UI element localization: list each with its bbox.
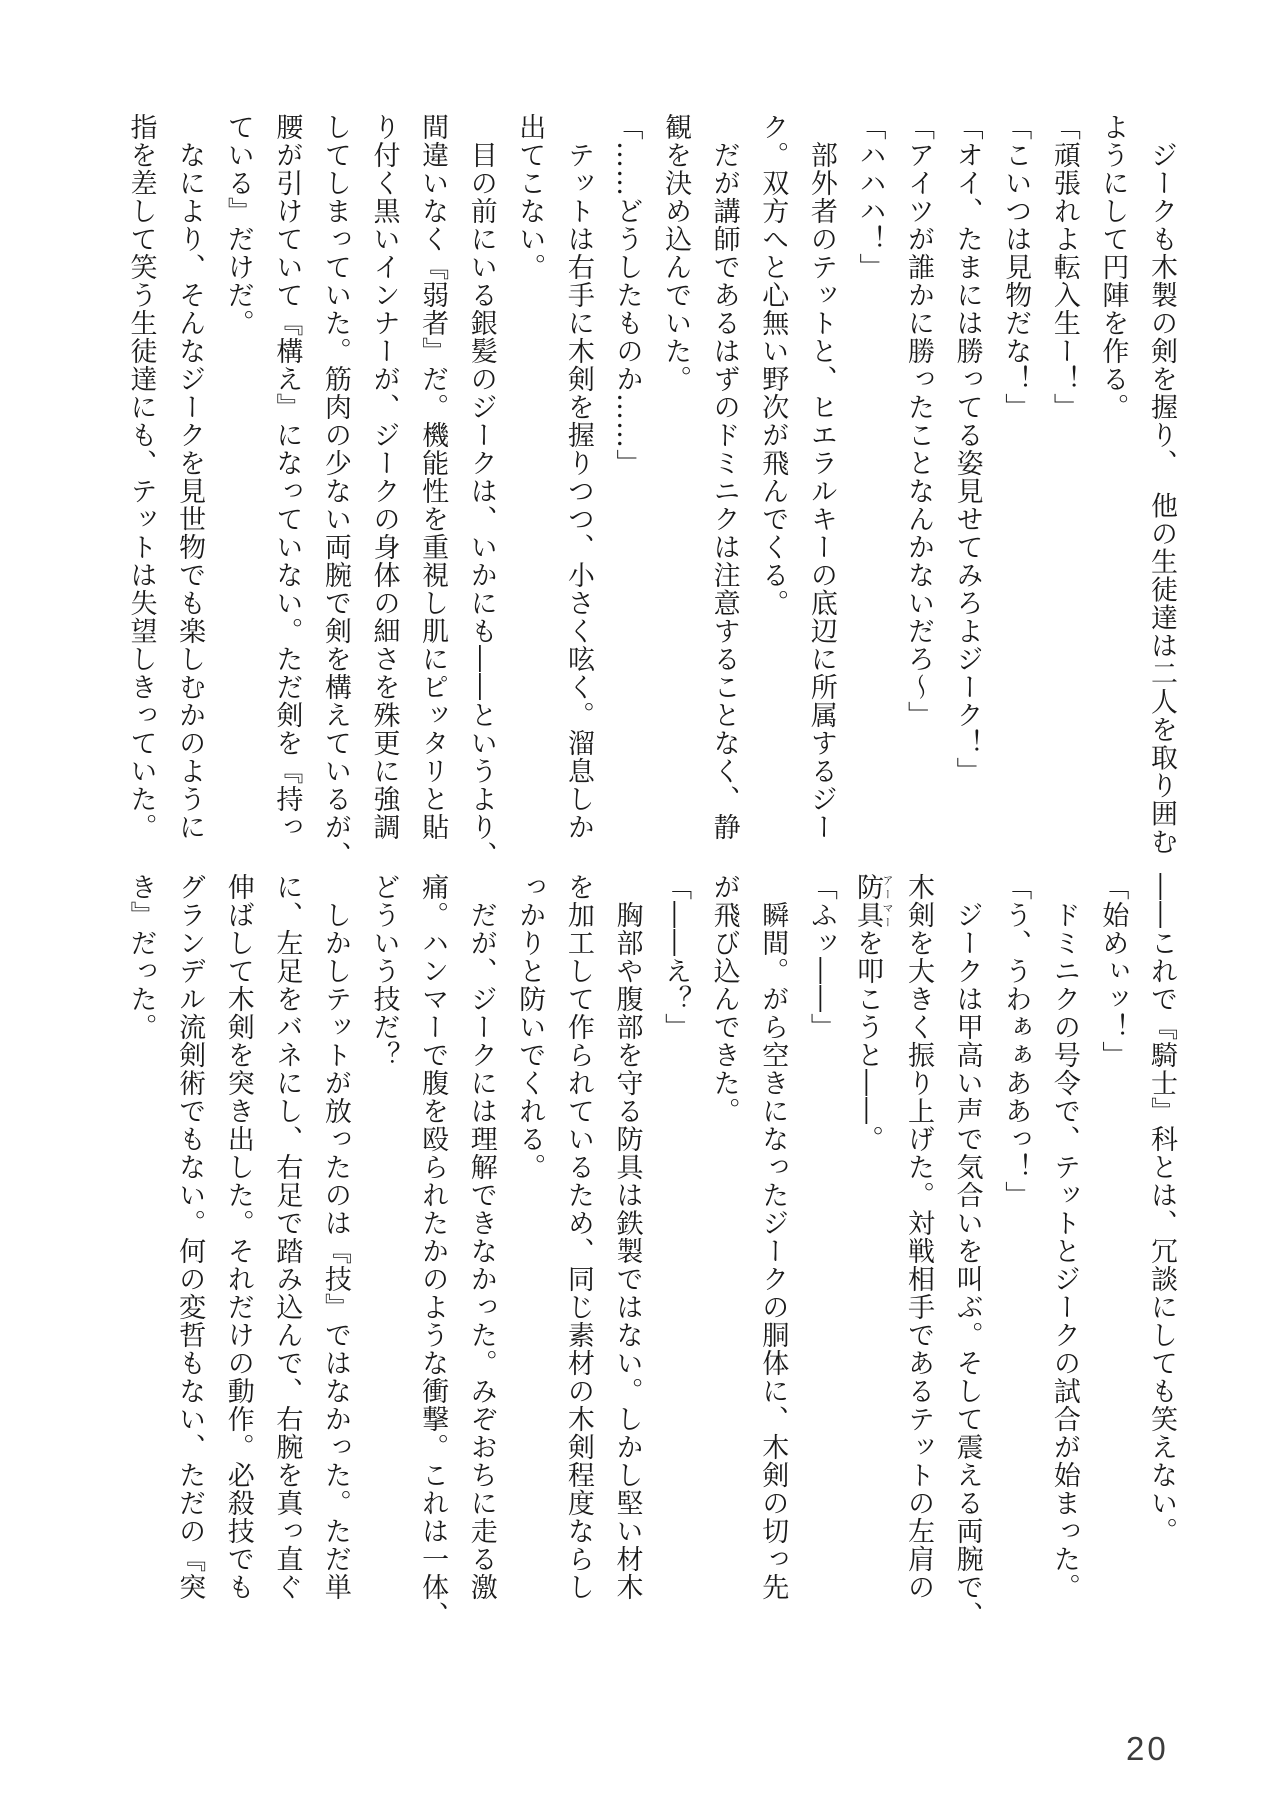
text-column: ――これで『騎士』科とは、冗談にしても笑えない。 xyxy=(1146,873,1177,1545)
ruby-base-text: 防具 xyxy=(851,873,883,929)
text-column: してしまっていた。筋肉の少ない両腕で剣を構えているが、 xyxy=(319,113,351,869)
text-column: ようにして円陣を作る。 xyxy=(1097,113,1129,421)
text-column: だが講師であるはずのドミニクは注意することなく、静 xyxy=(708,113,740,841)
text-column: を加工して作られているため、同じ素材の木剣程度ならし xyxy=(562,873,594,1601)
furigana-text: アーマー xyxy=(880,873,894,929)
text-column: 「アイツが誰かに勝ったことなんかないだろ〜」 xyxy=(903,113,935,729)
text-column: 目の前にいる銀髪のジークは、いかにも――というより、 xyxy=(465,113,497,869)
text-column: 観を決め込んでいた。 xyxy=(660,113,692,393)
text-column: ている』だけだ。 xyxy=(222,113,254,337)
text-column: 間違いなく『弱者』だ。機能性を重視し肌にピッタリと貼 xyxy=(417,113,449,841)
text-column: 「始めぃッ！」 xyxy=(1097,873,1129,1069)
text-column: どういう技だ？ xyxy=(368,873,400,1069)
text-column: テットは右手に木剣を握りつつ、小さく呟く。溜息しか xyxy=(562,113,594,841)
text-column xyxy=(845,873,894,1653)
text-column: 「――え？」 xyxy=(660,873,692,1041)
text-column: 「こいつは見物だな！」 xyxy=(1000,113,1032,421)
ruby-annotation xyxy=(851,873,894,929)
text-column: 出てこない。 xyxy=(514,113,546,281)
text-column: なにより、そんなジークを見世物でも楽しむかのように xyxy=(174,113,206,841)
text-column: 「う、うわぁぁああっ！」 xyxy=(1000,873,1032,1209)
text-column: 伸ばして木剣を突き出した。それだけの動作。必殺技でも xyxy=(222,873,254,1601)
text-column: 指を差して笑う生徒達にも、テットは失望しきっていた。 xyxy=(125,113,157,841)
text-column: ドミニクの号令で、テットとジークの試合が始まった。 xyxy=(1048,873,1080,1601)
text-block-bottom xyxy=(115,873,1185,1653)
text-column: 「……どうしたものか……」 xyxy=(611,113,643,477)
text-column: が飛び込んできた。 xyxy=(708,873,740,1125)
text-column: っかりと防いでくれる。 xyxy=(514,873,546,1181)
text-column: 瞬間。がら空きになったジークの胴体に、木剣の切っ先 xyxy=(757,873,789,1601)
text-block-top xyxy=(115,113,1185,893)
text-column: 腰が引けていて『構え』になっていない。ただ剣を『持っ xyxy=(271,113,303,841)
text-column: 部外者のテットと、ヒエラルキーの底辺に所属するジー xyxy=(805,113,837,841)
text-column: 「ハハハ！」 xyxy=(854,113,886,281)
text-column: り付く黒いインナーが、ジークの身体の細さを殊更に強調 xyxy=(368,113,400,841)
text-column: ジークも木製の剣を握り、 他の生徒達は二人を取り囲む xyxy=(1146,113,1177,856)
text-column: き』だった。 xyxy=(125,873,157,1041)
text-column: ク。双方へと心無い野次が飛んでくる。 xyxy=(757,113,789,617)
column-text-after-ruby: を叩こうと――。 xyxy=(851,929,883,1153)
text-column: グランデル流剣術でもない。何の変哲もない、ただの『突 xyxy=(174,873,206,1601)
text-column: に、左足をバネにし、右足で踏み込んで、右腕を真っ直ぐ xyxy=(271,873,303,1601)
text-column: 「頑張れよ転入生ー！」 xyxy=(1048,113,1080,421)
page-number: 20 xyxy=(1126,1730,1169,1767)
text-column: しかしテットが放ったのは『技』ではなかった。ただ単 xyxy=(319,873,351,1601)
text-column: 「オイ、たまには勝ってる姿見せてみろよジーク！」 xyxy=(951,113,983,785)
text-column: 「ふッ――」 xyxy=(805,873,837,1041)
text-column: 胸部や腹部を守る防具は鉄製ではない。しかし堅い材木 xyxy=(611,873,643,1601)
text-column: だが、ジークには理解できなかった。みぞおちに走る激 xyxy=(465,873,497,1601)
text-column: ジークは甲高い声で気合いを叫ぶ。そして震える両腕で、 xyxy=(951,873,983,1629)
text-column: 痛。ハンマーで腹を殴られたかのような衝撃。これは一体、 xyxy=(417,873,449,1629)
text-column: 木剣を大きく振り上げた。対戦相手であるテットの左肩の xyxy=(903,873,935,1601)
